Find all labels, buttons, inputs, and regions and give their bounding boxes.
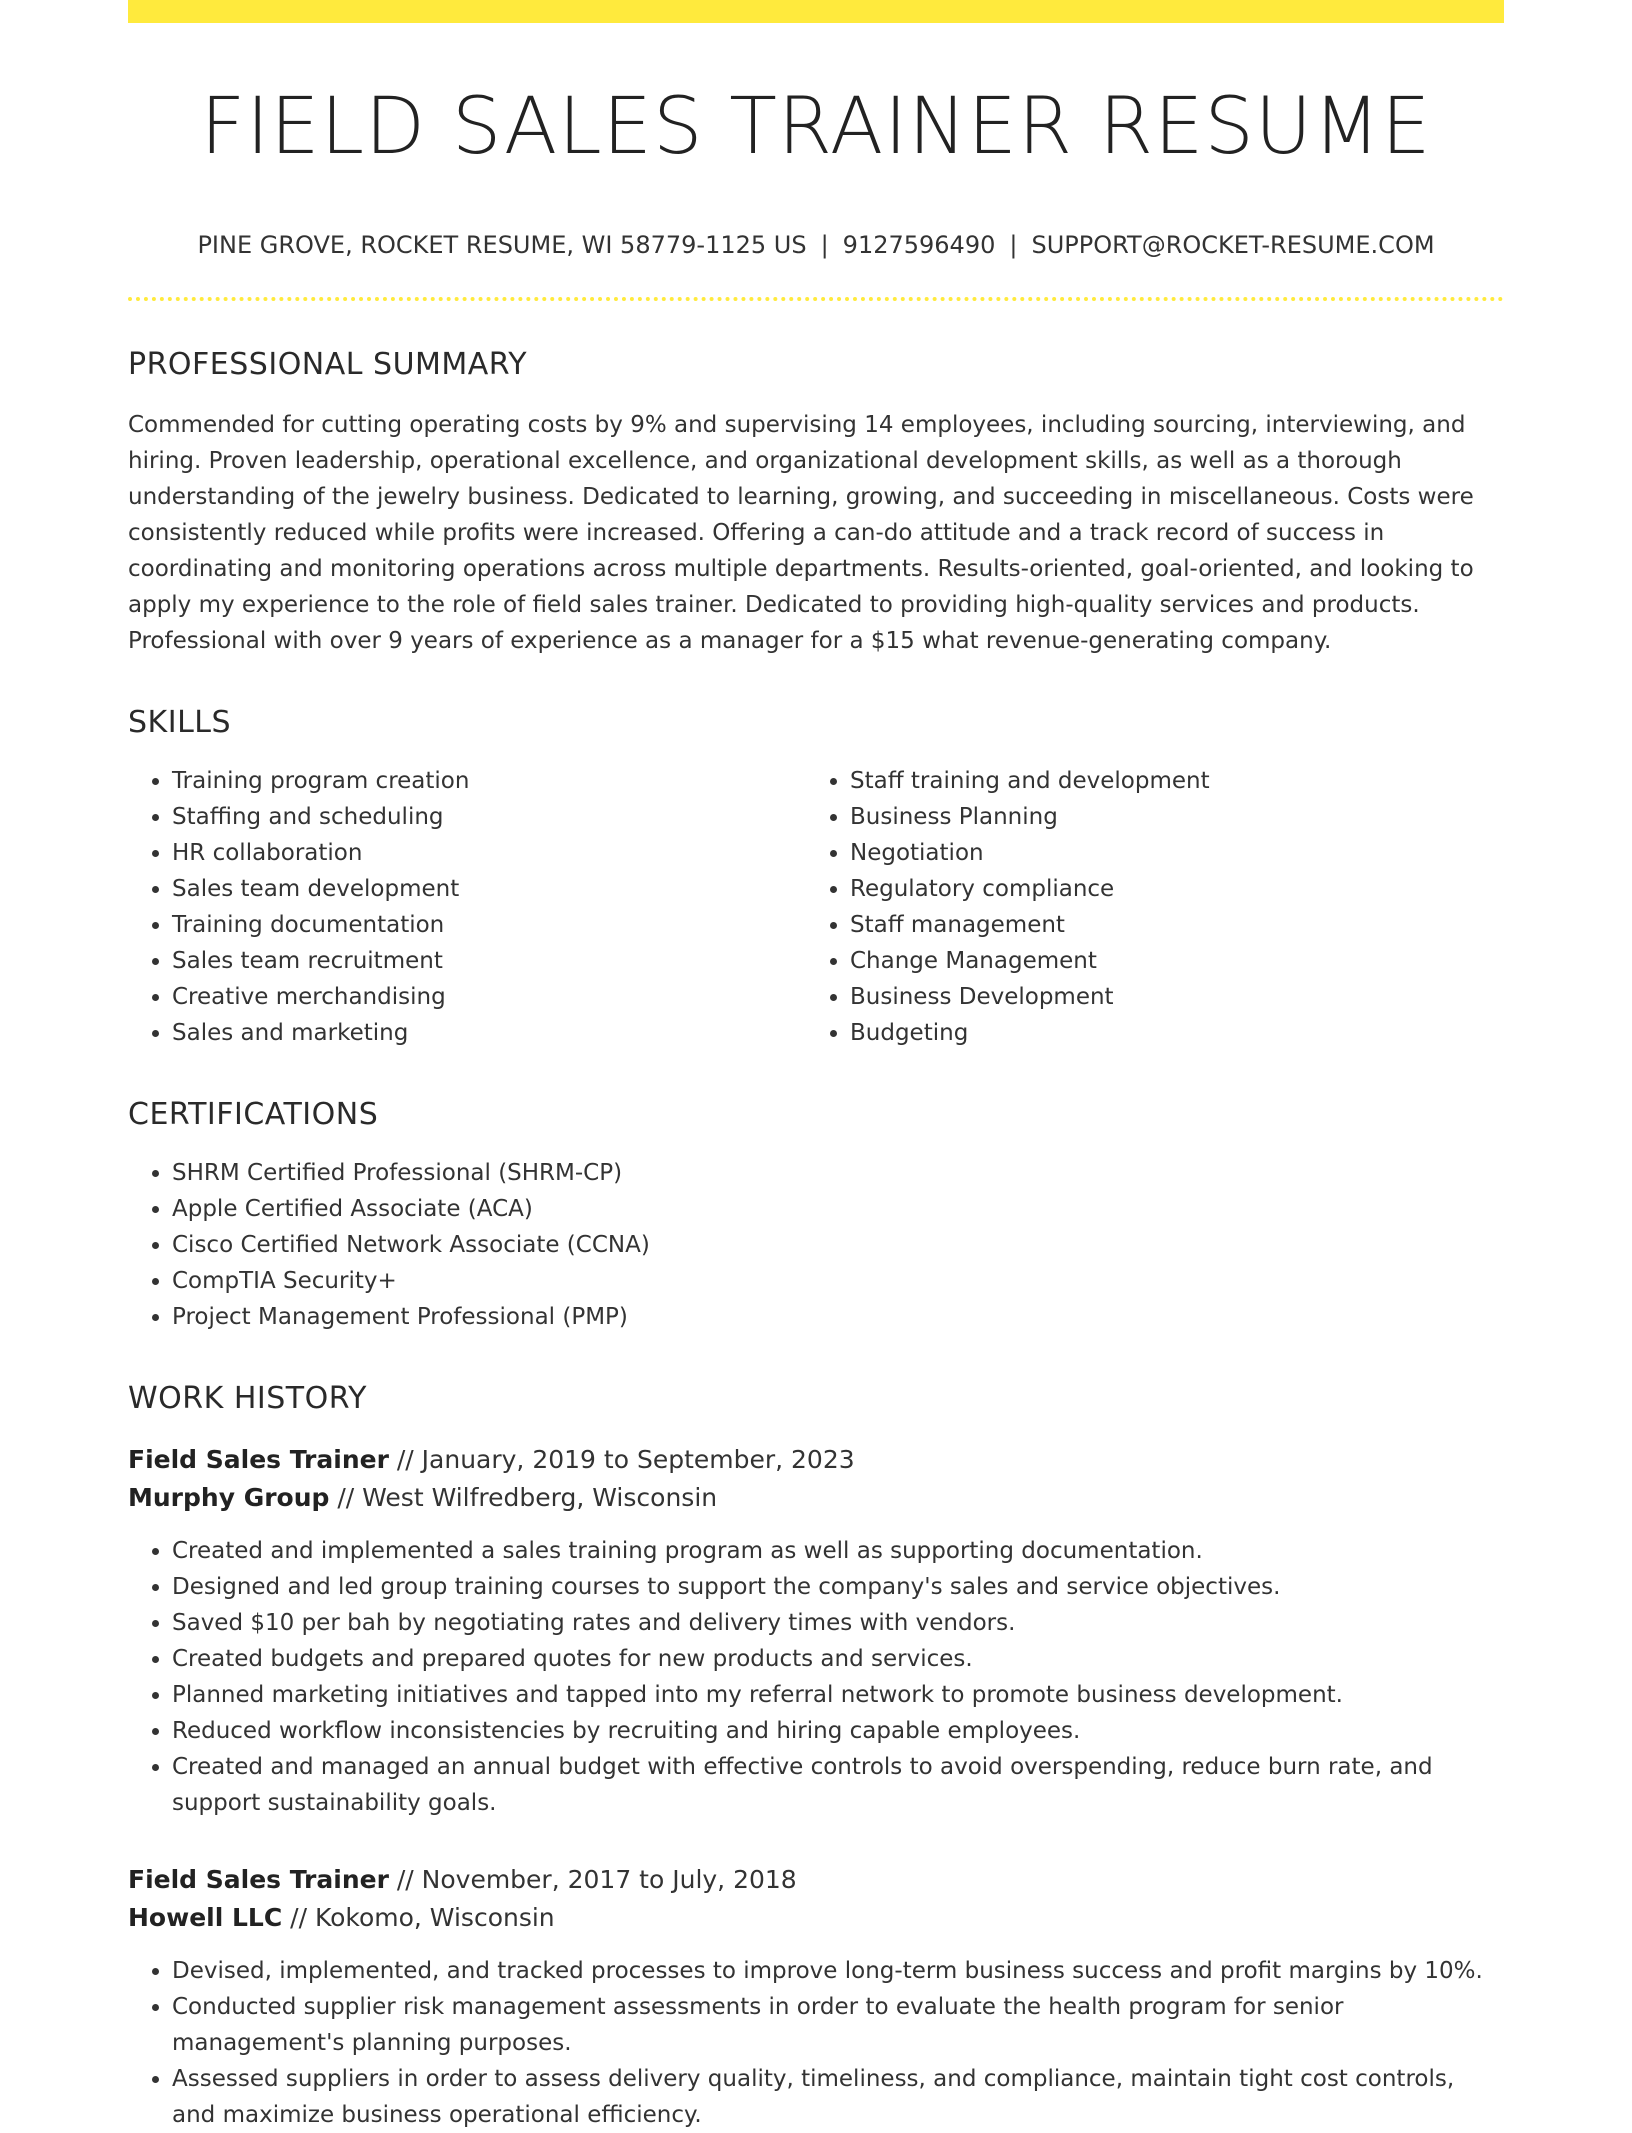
job-duties-list — [128, 1533, 1504, 1821]
job-duty: • Saved $10 per bah by negotiating rates and delivery times with vendors. — [172, 1605, 1504, 1641]
certification-item: • SHRM Certified Professional (SHRM-CP) — [172, 1155, 1504, 1191]
job-entry — [128, 1441, 1504, 1821]
job-location: // West Wilfredberg, Wisconsin — [329, 1482, 718, 1512]
contact-address: PINE GROVE, ROCKET RESUME, WI 58779-1125 US — [197, 230, 807, 259]
job-company-line — [128, 1899, 1504, 1937]
certification-item: • CompTIA Security+ — [172, 1263, 1504, 1299]
certification-item: • Project Management Professional (PMP) — [172, 1299, 1504, 1335]
job-title-line — [128, 1441, 1504, 1479]
summary-text: Commended for cutting operating costs by 9% and supervising 14 employees, including sourcing, interviewing, and hiring. Proven leadership, operational excellence, and organizational development skills, as well as a thorough understanding of the jewelry business. Dedicated to learning, growing, and succeeding in miscellaneous. Costs were consistently reduced while profits were increased. Offering a can-do attitude and a track record of success in coordinating and monitoring operations across multiple departments. Results-oriented, goal-oriented, and looking to apply my experience to the role of field sales trainer. Dedicated to providing high-quality services and products. Professional with over 9 years of experience as a manager for a $15 what revenue-generating company. — [128, 411, 1474, 654]
contact-phone: 9127596490 — [842, 230, 996, 259]
skills-list-left — [128, 763, 806, 1051]
skill-item: • HR collaboration — [172, 835, 806, 871]
skills-list-right — [806, 763, 1484, 1051]
contact-separator: | — [1009, 230, 1018, 259]
certification-item: • Apple Certified Associate (ACA) — [172, 1191, 1504, 1227]
job-entry — [128, 1861, 1504, 2133]
summary-heading: PROFESSIONAL SUMMARY — [128, 346, 528, 382]
skills-grid — [128, 763, 1504, 1051]
certifications-list — [128, 1155, 1504, 1335]
skill-item: • Business Development — [850, 979, 1484, 1015]
contact-line — [128, 231, 1504, 259]
job-company: Murphy Group — [128, 1482, 330, 1512]
top-accent-bar — [128, 0, 1504, 23]
dotted-divider — [128, 297, 1504, 301]
resume-title: FIELD SALES TRAINER RESUME — [200, 82, 1432, 172]
job-company-line — [128, 1479, 1504, 1517]
skill-item: • Training program creation — [172, 763, 806, 799]
certifications-heading: CERTIFICATIONS — [128, 1096, 379, 1132]
job-company: Howell LLC — [128, 1902, 283, 1932]
job-duty: • Designed and led group training courses to support the company's sales and service objectives. — [172, 1569, 1504, 1605]
job-duties-list — [128, 1953, 1504, 2133]
skill-item: • Sales team recruitment — [172, 943, 806, 979]
job-duty: • Created and implemented a sales training program as well as supporting documentation. — [172, 1533, 1504, 1569]
skill-item: • Sales and marketing — [172, 1015, 806, 1051]
skill-item: • Change Management — [850, 943, 1484, 979]
job-dates: // January, 2019 to September, 2023 — [388, 1444, 855, 1474]
job-duty: • Assessed suppliers in order to assess delivery quality, timeliness, and compliance, maintain tight cost controls, and maximize business operational efficiency. — [172, 2061, 1504, 2133]
skill-item: • Training documentation — [172, 907, 806, 943]
skill-item: • Staff management — [850, 907, 1484, 943]
contact-email: SUPPORT@ROCKET-RESUME.COM — [1031, 230, 1435, 259]
work-history-heading: WORK HISTORY — [128, 1380, 367, 1416]
skill-item: • Budgeting — [850, 1015, 1484, 1051]
job-title-line — [128, 1861, 1504, 1899]
skills-heading: SKILLS — [128, 704, 232, 740]
job-duty: • Reduced workflow inconsistencies by recruiting and hiring capable employees. — [172, 1713, 1504, 1749]
job-duty: • Devised, implemented, and tracked processes to improve long-term business success and profit margins by 10%. — [172, 1953, 1504, 1989]
job-duty: • Created budgets and prepared quotes for new products and services. — [172, 1641, 1504, 1677]
job-dates: // November, 2017 to July, 2018 — [388, 1864, 797, 1894]
job-title: Field Sales Trainer — [128, 1864, 389, 1894]
certification-item: • Cisco Certified Network Associate (CCNA) — [172, 1227, 1504, 1263]
job-duty: • Conducted supplier risk management assessments in order to evaluate the health program for senior management's planning purposes. — [172, 1989, 1504, 2061]
resume-page — [128, 0, 1504, 2133]
skill-item: • Sales team development — [172, 871, 806, 907]
skill-item: • Negotiation — [850, 835, 1484, 871]
job-duty: • Created and managed an annual budget with effective controls to avoid overspending, reduce burn rate, and support sustainability goals. — [172, 1749, 1504, 1821]
job-duty: • Planned marketing initiatives and tapped into my referral network to promote business development. — [172, 1677, 1504, 1713]
skill-item: • Business Planning — [850, 799, 1484, 835]
job-title: Field Sales Trainer — [128, 1444, 389, 1474]
contact-separator: | — [820, 230, 829, 259]
job-location: // Kokomo, Wisconsin — [282, 1902, 555, 1932]
skill-item: • Staffing and scheduling — [172, 799, 806, 835]
skill-item: • Staff training and development — [850, 763, 1484, 799]
skill-item: • Regulatory compliance — [850, 871, 1484, 907]
skill-item: • Creative merchandising — [172, 979, 806, 1015]
